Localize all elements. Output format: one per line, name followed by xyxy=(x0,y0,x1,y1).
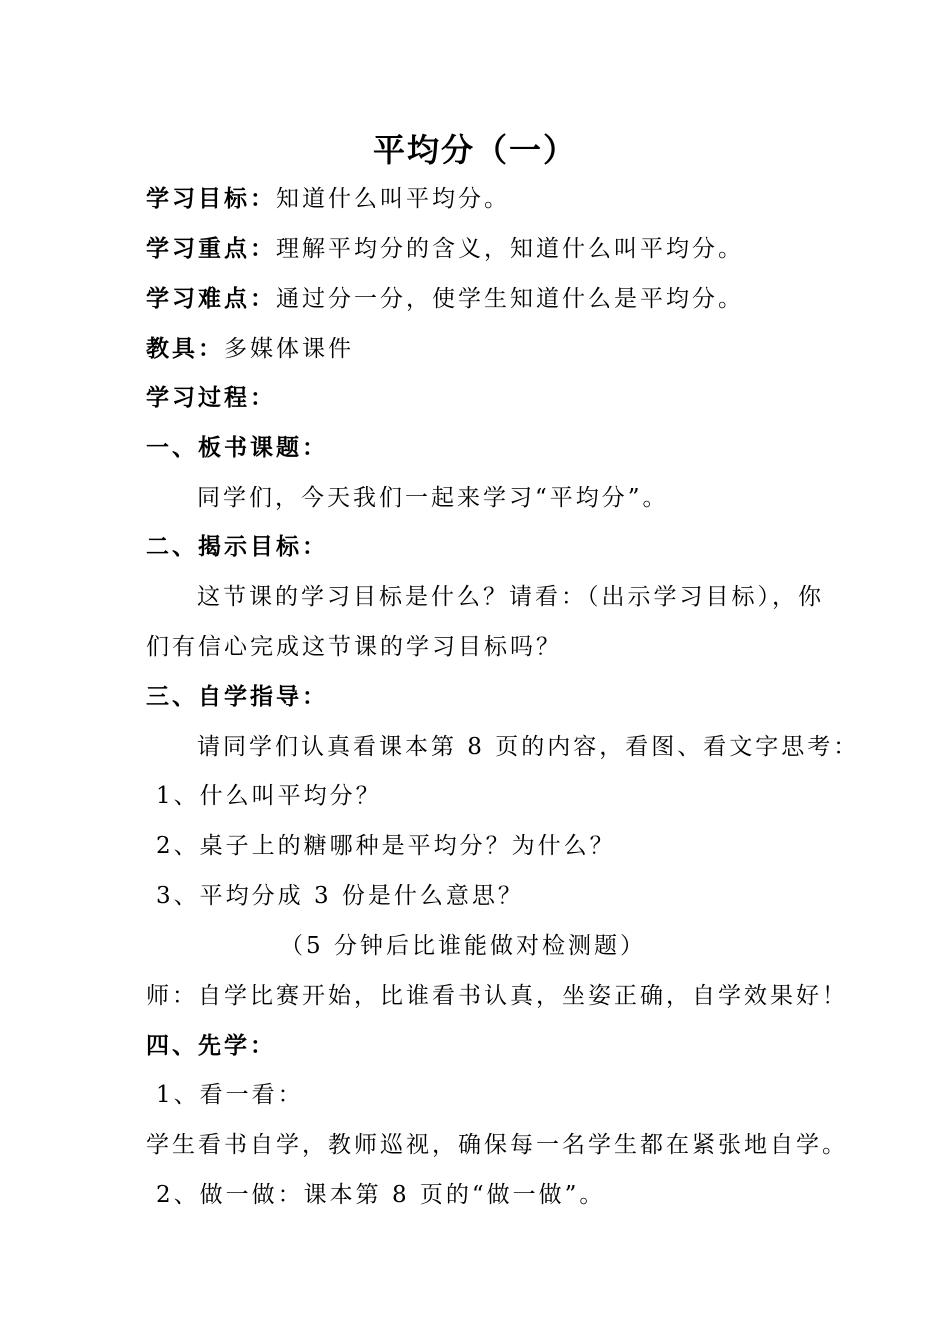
difficulty-label: 学习难点： xyxy=(146,286,276,312)
key-point-line xyxy=(146,232,826,266)
objective-label: 学习目标： xyxy=(146,186,276,212)
section3-note: （5 分钟后比谁能做对检测题） xyxy=(280,933,646,959)
key-point-label: 学习重点： xyxy=(146,236,276,262)
difficulty-line xyxy=(146,282,826,316)
section3-question-2: 2、桌子上的糖哪种是平均分？为什么？ xyxy=(156,833,616,859)
section4-heading: 四、先学： xyxy=(146,1033,276,1059)
section3-teacher-line: 师：自学比赛开始，比谁看书认真，坐姿正确，自学效果好！ xyxy=(146,983,848,1009)
teaching-aids-label: 教具： xyxy=(146,336,224,362)
difficulty-text: 通过分一分，使学生知道什么是平均分。 xyxy=(276,286,744,312)
page-title: 平均分（一） xyxy=(372,131,577,169)
section2-text-line1: 这节课的学习目标是什么？请看：（出示学习目标），你 xyxy=(197,584,824,610)
section3-question-1: 1、什么叫平均分？ xyxy=(156,783,382,809)
teaching-aids-line xyxy=(146,332,826,366)
objective-text: 知道什么叫平均分。 xyxy=(276,186,510,212)
section1-text: 同学们，今天我们一起来学习“平均分”。 xyxy=(197,485,669,511)
section4-step-1: 1、看一看： xyxy=(156,1082,304,1108)
section2-heading: 二、揭示目标： xyxy=(146,534,328,560)
section4-step-2: 2、做一做：课本第 8 页的“做一做”。 xyxy=(156,1182,606,1208)
section4-step-1-text: 学生看书自学，教师巡视，确保每一名学生都在紧张地自学。 xyxy=(146,1132,848,1158)
section2-text-line2: 们有信心完成这节课的学习目标吗？ xyxy=(146,634,562,660)
section1-heading: 一、板书课题： xyxy=(146,435,328,461)
section3-intro: 请同学们认真看课本第 8 页的内容，看图、看文字思考： xyxy=(197,734,860,760)
section3-question-3: 3、平均分成 3 份是什么意思？ xyxy=(156,883,524,909)
objective-line xyxy=(146,182,826,216)
section3-heading: 三、自学指导： xyxy=(146,684,328,710)
key-point-text: 理解平均分的含义，知道什么叫平均分。 xyxy=(276,236,744,262)
teaching-aids-text: 多媒体课件 xyxy=(224,336,354,362)
process-heading: 学习过程： xyxy=(146,385,276,411)
